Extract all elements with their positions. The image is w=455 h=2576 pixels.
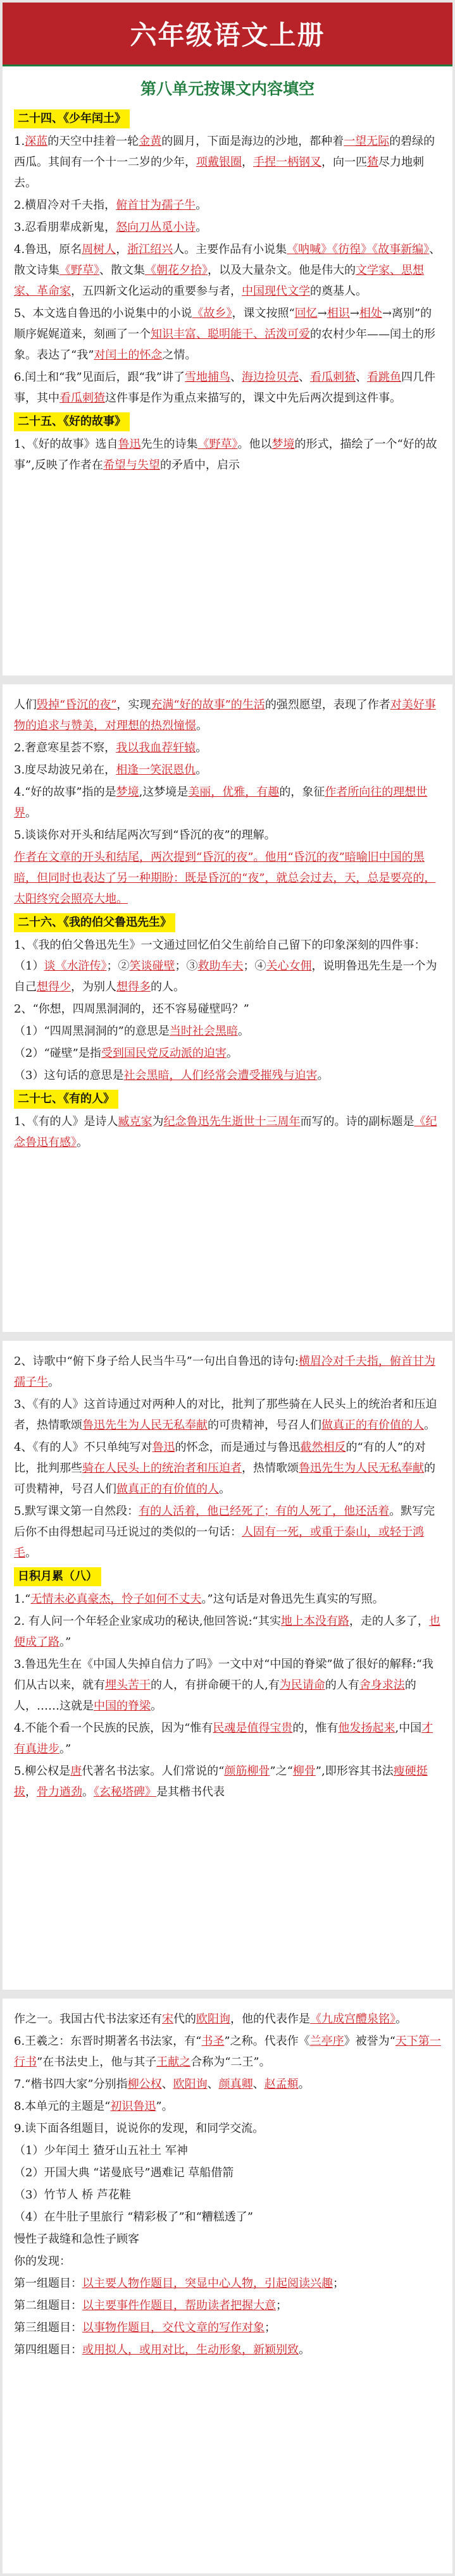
paragraph: 3.度尽劫波兄弟在，相逢一笑泯恩仇。: [14, 763, 208, 777]
paragraph: 2.奢意寒星荟不察，我以我血荐轩辕。: [14, 741, 208, 755]
card-section-4: [3, 1999, 452, 2573]
paragraph: 3、《有的人》这首诗通过对两种人的对比，批判了那些骑在人民头上的统治者和压迫者，热情歌颂鲁迅先生为人民无私奉献的可贵精神，号召人们做真正的有价值的人。: [14, 1398, 437, 1432]
list-item: 慢性子裁缝和急性子顾客: [14, 2233, 139, 2246]
card-section-2: [3, 684, 452, 1332]
paragraph: 3.鲁迅先生在《中国人失掉自信力了吗》一文中对“中国的脊梁”做了很好的解释:“我们从古以来，就有埋头苦干的人，有拼命硬干的人,有为民请命的人有舍身求法的人，……这就是中国的脊梁。: [14, 1658, 433, 1713]
answer-paragraph: 作者在文章的开头和结尾，两次提到“昏沉的夜”。他用“昏沉的夜”暗喻旧中国的黑暗，但同时也表达了另一种期盼：既是昏沉的“夜”，就总会过去，天，总是要亮的，太阳终究会照亮大地。: [14, 851, 436, 906]
list-item: （3）竹节人 桥 芦花鞋: [14, 2188, 131, 2202]
paragraph: 1、《好的故事》选自鲁迅先生的诗集《野草》。他以梦境的形式，描绘了一个“好的故事”,反映了作者在希望与失望的矛盾中，启示: [14, 438, 437, 472]
card-section-3: [3, 1341, 452, 1990]
list-item: （2）开国大典 “诺曼底号”遇难记 草船借箭: [14, 2166, 234, 2179]
paragraph: 2.横眉冷对千夫指，俯首甘为孺子牛。: [14, 199, 208, 212]
group-answer: 第三组题目：以事物作题目，交代文章的写作对象；: [14, 2321, 276, 2334]
paragraph: （3）这句话的意思是社会黑暗，人们经常会遭受摧残与迫害。: [14, 1069, 329, 1082]
paragraph: 1、《有的人》是诗人臧克家为纪念鲁迅先生逝世十三周年而写的。诗的副标题是《纪念鲁迅有感》。: [14, 1115, 437, 1149]
paragraph: （2）“碰壁”是指受到国民党反动派的迫害。: [14, 1047, 238, 1060]
paragraph: 你的发现：: [14, 2255, 71, 2268]
group-answer: 第二组题目：以主要事件作题目，帮助读者把握大意；: [14, 2299, 287, 2312]
paragraph: 8.本单元的主题是“初识鲁迅”。: [14, 2100, 173, 2113]
paragraph: 7.“楷书四大家”分别指柳公权、欧阳询、颜真卿、赵孟頫。: [14, 2078, 310, 2091]
paragraph: 1.“无情未必真豪杰，怜子如何不丈夫。”这句话是对鲁迅先生真实的写照。: [14, 1593, 384, 1606]
paragraph: 4、《有的人》不只单纯写对鲁迅的怀念，而是通过与鲁迅截然相反的“有的人”的对比，批判那些骑在人民头上的统治者和压迫者，热情歌颂鲁迅先生为人民无私奉献的可贵精神，号召人们做真正的有价值的人。: [14, 1441, 435, 1496]
paragraph: 作之一。我国古代书法家还有宋代的欧阳询，他的代表作是《九成宫醴泉铭》。: [14, 2012, 407, 2026]
paragraph: 5.谈谈你对开头和结尾两次写到“昏沉的夜”的理解。: [14, 829, 276, 842]
paragraph: 9.读下面各组题目，说说你的发现，和同学交流。: [14, 2122, 265, 2135]
section-heading-26: 二十六、《我的伯父鲁迅先生》: [14, 913, 175, 932]
list-item: （1）少年闰土 猹牙山五社土 军神: [14, 2144, 188, 2157]
section-heading-24: 二十四、《少年闰土》: [14, 109, 130, 128]
section-heading-25: 二十五、《好的故事》: [14, 412, 130, 431]
paragraph: 2、“你想，四周黑洞洞的，还不容易碰壁吗？”: [14, 1002, 249, 1016]
paragraph: 6.王羲之：东晋时期著名书法家，有“书圣”之称。代表作《兰亭序》被誉为“天下第一行书”在书法史上，他与其子王献之合称为“二王”。: [14, 2035, 441, 2069]
paragraph: 5.柳公权是唐代著名书法家。人们常说的“颜筋柳骨”之“柳骨”,即形容其书法瘦硬挺拔，骨力遒劲。《玄秘塔碑》是其楷书代表: [14, 1765, 428, 1799]
paragraph: 人们毁掉“昏沉的夜”，实现充满“好的故事”的生活的强烈愿望，表现了作者对美好事物的追求与赞美，对理想的热烈憧憬。: [14, 698, 436, 732]
paragraph: 4.鲁迅，原名周树人，浙江绍兴人。主要作品有小说集《呐喊》《彷徨》《故事新编》、散文诗集《野草》、散文集《朝花夕拾》，以及大量杂文。他是伟大的文学家、思想家、革命家，五四新文化运动的重要参与者，中国现代文学的奠基人。: [14, 243, 441, 298]
group-answer: 第一组题目：以主要人物作题目，突显中心人物，引起阅读兴趣；: [14, 2277, 344, 2290]
paragraph: 4.“好的故事”指的是梦境,这梦境是美丽，优雅，有趣的，象征作者所向往的理想世界。: [14, 786, 428, 820]
page-title: 六年级语文上册: [3, 3, 452, 66]
paragraph: 2. 有人问一个年轻企业家成功的秘诀,他回答说:“其实地上本没有路，走的人多了，也便成了路。”: [14, 1615, 440, 1649]
paragraph: 1.深蓝的天空中挂着一轮金黄的圆月，下面是海边的沙地，都种着一望无际的碧绿的西瓜。其间有一个十一二岁的少年，项戴银圈，手捏一柄钢叉，向一匹猹尽力地刺去。: [14, 135, 435, 190]
paragraph: 6.闰土和“我”见面后，跟“我”讲了雪地捕鸟、海边捡贝壳、看瓜刺猹、看跳鱼四几件事，其中看瓜刺猹这件事是作为重点来描写的，课文中先后两次提到这件事。: [14, 371, 435, 405]
list-item: （4）在牛肚子里旅行 “精彩极了”和“糟糕透了”: [14, 2210, 253, 2224]
paragraph: （1）“四周黑洞洞的”的意思是当时社会黑暗。: [14, 1025, 249, 1038]
section-heading-27: 二十七、《有的人》: [14, 1090, 118, 1109]
page-subtitle: 第八单元按课文内容填空: [140, 80, 315, 98]
paragraph: 3.忍看朋辈成新鬼，怒向刀丛觅小诗。: [14, 221, 208, 234]
paragraph: 5、本文选自鲁迅的小说集中的小说《故乡》，课文按照“回忆→相识→相处→离别”的顺序娓娓道来，刻画了一个知识丰富、聪明能干、活泼可爱的农村少年——闰土的形象。表达了“我”对闰土的怀念之情。: [14, 307, 435, 362]
section-heading-28: 日积月累（八）: [14, 1567, 101, 1586]
group-answer: 第四组题目：或用拟人，或用对比，生动形象，新颖别致。: [14, 2343, 310, 2357]
paragraph: 5.默写课文第一自然段：有的人活着，他已经死了；有的人死了，他还活着。默写完后你不由得想起司马迁说过的类似的一句话：人固有一死，或重于泰山，或轻于鸿毛。: [14, 1505, 435, 1560]
paragraph: 4.不能个看一个民族的民族，因为“惟有民魂是值得宝贵的，惟有他发扬起来,中国才有真进步。”: [14, 1722, 433, 1756]
paragraph: 1、《我的伯父鲁迅先生》一文通过回忆伯父生前给自己留下的印象深刻的四件事：（1）谈《水浒传》；②笑谈碰壁；③救助车夫；④关心女佣，说明鲁迅先生是一个为自己想得少，为别人想得多的人。: [14, 939, 437, 994]
paragraph: 2、诗歌中“俯下身子给人民当牛马”一句出自鲁迅的诗句:横眉冷对千夫指，俯首甘为孺子牛。: [14, 1355, 435, 1389]
card-section-1: [3, 3, 452, 675]
